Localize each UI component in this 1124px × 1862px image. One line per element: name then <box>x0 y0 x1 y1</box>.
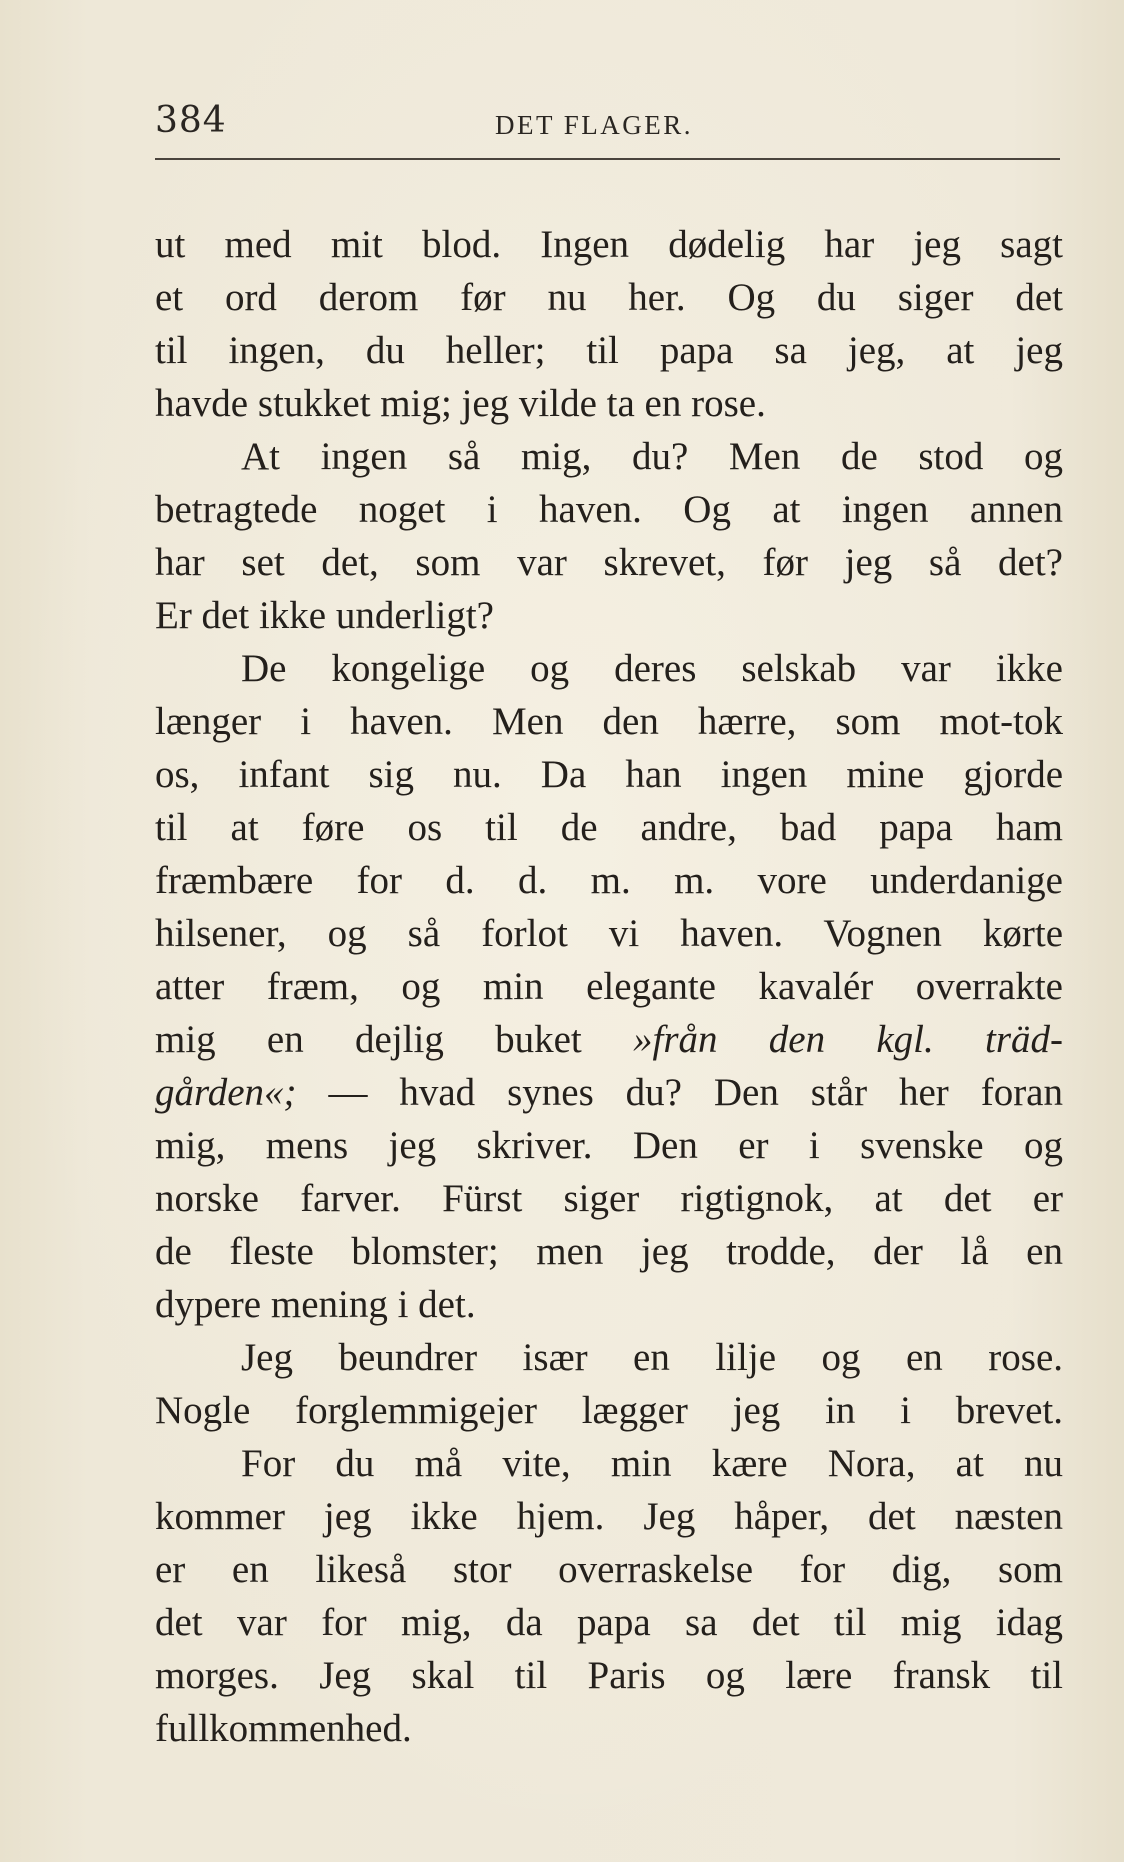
text-line: hilsener, og så forlot vi haven. Vognen kørte <box>155 912 1063 955</box>
text-line: til at føre os til de andre, bad papa ham <box>155 806 1063 849</box>
text-segment: — hvad synes du? Den står her foran <box>296 1071 1063 1114</box>
text-line: dypere mening i det. <box>155 1283 476 1326</box>
text-line: fræmbære for d. d. m. m. vore underdanige <box>155 859 1063 902</box>
text-line: Nogle forglemmigejer lægger jeg in i brevet. <box>155 1389 1063 1432</box>
text-line: er en likeså stor overraskelse for dig, som <box>155 1548 1063 1591</box>
text-line: et ord derom før nu her. Og du siger det <box>155 276 1063 319</box>
italic-text-segment: »från den kgl. träd- <box>633 1018 1064 1061</box>
text-line-with-italic <box>155 1066 1063 1119</box>
body-text <box>155 218 1063 1755</box>
page-header <box>155 100 1062 160</box>
text-line: os, infant sig nu. Da han ingen mine gjorde <box>155 753 1063 796</box>
text-line: Jeg beundrer især en lilje og en rose. <box>241 1336 1063 1379</box>
text-line: mig, mens jeg skriver. Den er i svenske og <box>155 1124 1063 1167</box>
header-rule <box>155 158 1060 160</box>
text-line: De kongelige og deres selskab var ikke <box>241 647 1063 690</box>
text-line: ut med mit blod. Ingen dødelig har jeg sagt <box>155 223 1063 266</box>
running-head: DET FLAGER. <box>495 110 694 140</box>
text-line: betragtede noget i haven. Og at ingen annen <box>155 488 1063 531</box>
text-line: Er det ikke underligt? <box>155 594 494 637</box>
text-line: norske farver. Fürst siger rigtignok, at det er <box>155 1177 1063 1220</box>
text-segment: mig en dejlig buket <box>155 1018 633 1061</box>
text-line: længer i haven. Men den hærre, som mot-tok <box>155 700 1063 743</box>
text-line: morges. Jeg skal til Paris og lære fransk til <box>155 1654 1063 1697</box>
text-line: har set det, som var skrevet, før jeg så det? <box>155 541 1063 584</box>
text-line: til ingen, du heller; til papa sa jeg, at jeg <box>155 329 1063 372</box>
text-line: At ingen så mig, du? Men de stod og <box>241 435 1063 478</box>
text-line: havde stukket mig; jeg vilde ta en rose. <box>155 382 766 425</box>
text-line-with-italic <box>155 1013 1063 1066</box>
text-line: For du må vite, min kære Nora, at nu <box>241 1442 1063 1485</box>
text-line: de fleste blomster; men jeg trodde, der lå en <box>155 1230 1063 1273</box>
text-line: fullkommenhed. <box>155 1707 412 1750</box>
italic-text-segment: gården«; <box>155 1071 297 1114</box>
page-number: 384 <box>155 100 227 141</box>
text-line: atter fræm, og min elegante kavalér overrakte <box>155 965 1063 1008</box>
text-line: det var for mig, da papa sa det til mig idag <box>155 1601 1063 1644</box>
text-line: kommer jeg ikke hjem. Jeg håper, det næsten <box>155 1495 1063 1538</box>
